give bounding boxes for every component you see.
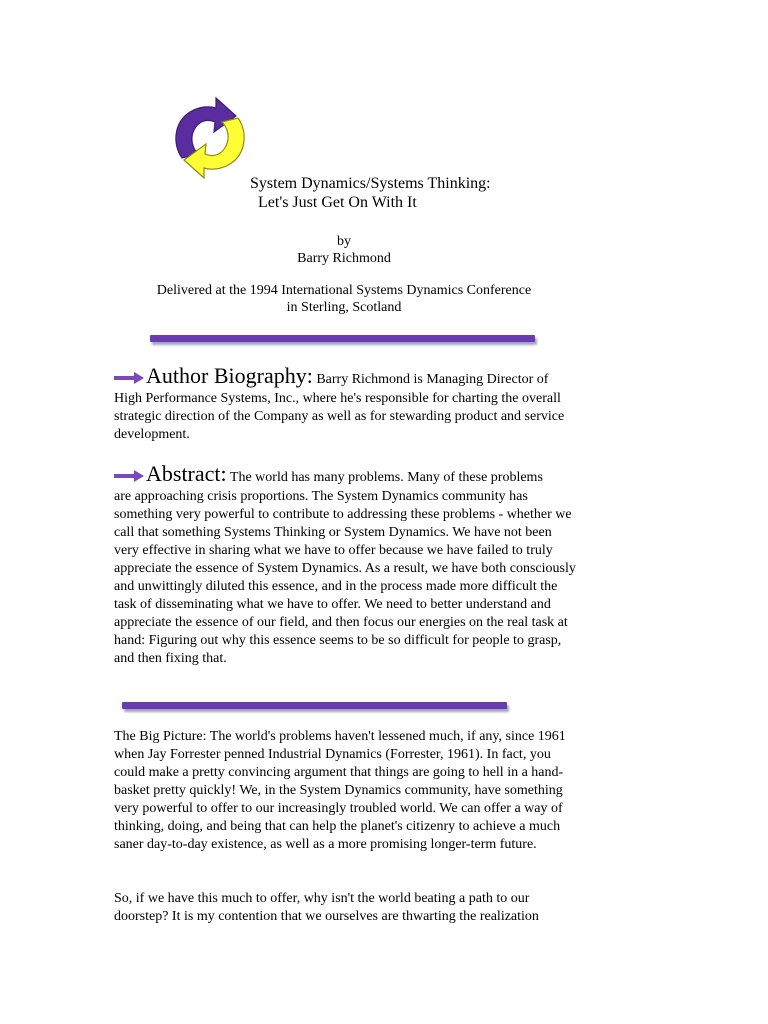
title-line-1: System Dynamics/Systems Thinking: (250, 175, 491, 192)
title-line-2: Let's Just Get On With It (258, 194, 417, 211)
biography-first-line: Barry Richmond is Managing Director of (316, 372, 549, 387)
section-divider (122, 702, 507, 709)
arrow-right-icon (114, 372, 144, 390)
abstract-heading: Abstract: (146, 461, 227, 486)
biography-heading: Author Biography: (146, 363, 313, 388)
byline-author: Barry Richmond (297, 251, 391, 266)
arrow-right-icon (114, 470, 144, 488)
body-paragraph: So, if we have this much to offer, why isn't the world beating a path to our doorstep? It is my contention that we ourselves are thwarting the realization (114, 891, 539, 924)
byline-by: by (337, 234, 351, 249)
venue-line-1: Delivered at the 1994 International Systems Dynamics Conference (156, 283, 532, 298)
abstract-first-line: The world has many problems. Many of these problems (229, 470, 543, 485)
biography-section (114, 364, 576, 444)
abstract-section (114, 462, 576, 668)
biography-text: High Performance Systems, Inc., where he's responsible for charting the overall strategic direction of the Company as well as for stewarding product and service development. (114, 391, 565, 442)
section-divider (150, 335, 535, 342)
recycle-arrows-logo (170, 96, 250, 180)
abstract-text: are approaching crisis proportions. The System Dynamics community has something very powerful to contribute to addressing these problems - whether we call that something Systems Thinking or System Dynamics. We have not been very effective in sharing what we have to offer because we have failed to truly appreciate the essence of System Dynamics. As a result, we have both consciously and unwittingly diluted this essence, and in the process made more difficult the task of disseminating what we have to offer. We need to better understand and appreciate the essence of our field, and then focus our energies on the real task at hand: Figuring out why this essence seems to be so difficult for people to grasp, and then fixing that. (114, 489, 576, 666)
venue-line-2: in Sterling, Scotland (286, 300, 402, 315)
body-paragraph: The Big Picture: The world's problems haven't lessened much, if any, since 1961 when Jay Forrester penned Industrial Dynamics (Forrester, 1961). In fact, you could make a pretty convincing argument that things are going to hell in a hand-basket pretty quickly! We, in the System Dynamics community, have something very powerful to offer to our increasingly troubled world. We can offer a way of thinking, doing, and being that can help the planet's citizenry to achieve a much saner day-to-day existence, as well as a more promising longer-term future. (114, 729, 566, 852)
